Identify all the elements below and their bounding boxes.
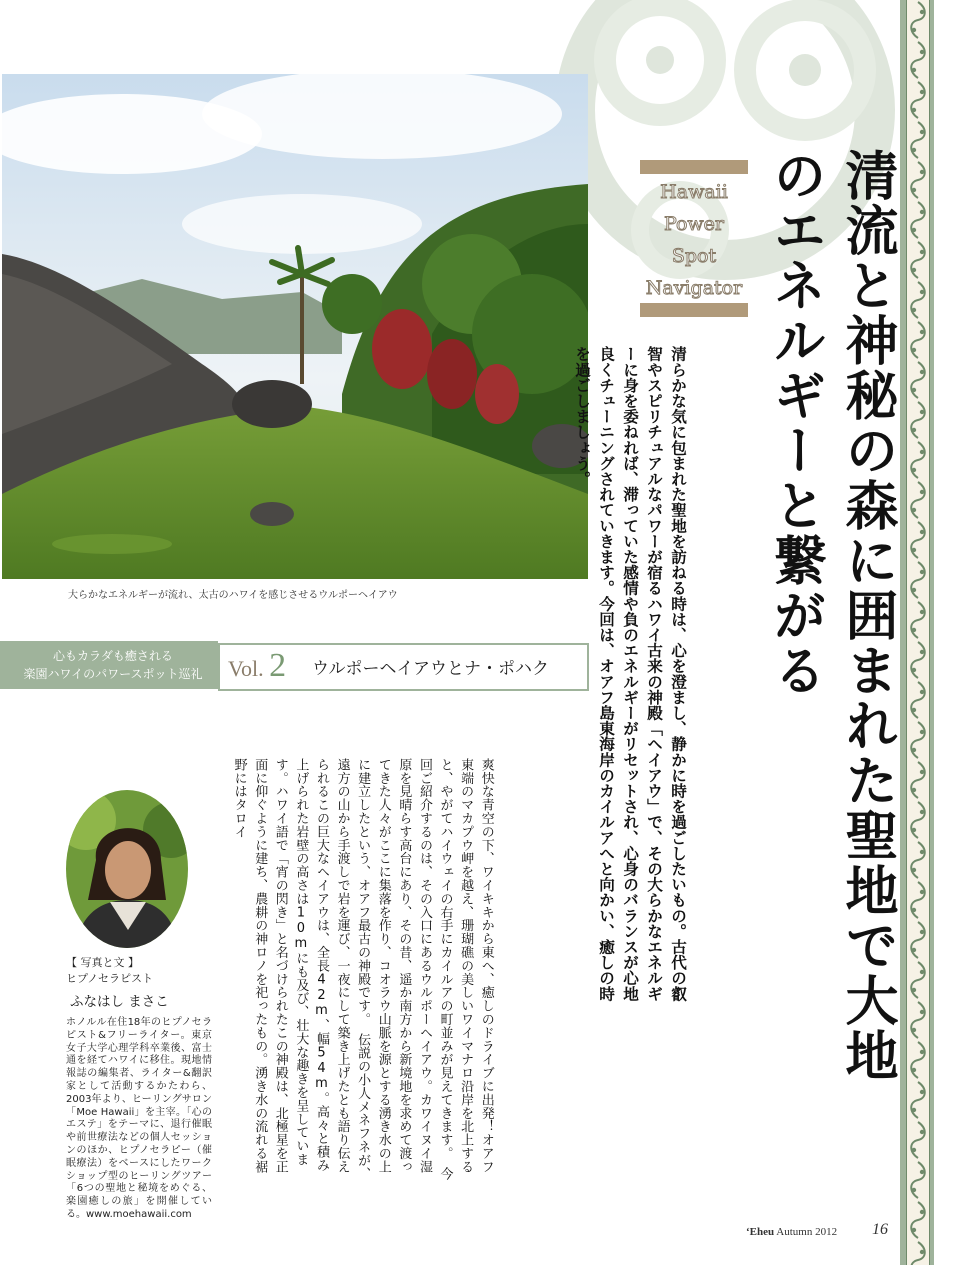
article-body: 爽快な青空の下、ワイキキから東へ、癒しのドライブに出発！オアフ東端のマカプウ岬を越え、珊瑚礁の美しいワイマナロ沿岸を北上すると、やがてハイウェイの右手にカイルアの町並みが見えてきます。 今回ご紹介するのは、その入口にあるウルポーヘイアウ。カワイヌイ湿原を見晴らす高台にあり、その昔、遥か南方から新境地を求めて渡ってきた人々がここに集落を作り、コオラウ山脈を源とする湧き水の上に建立したという、オアフ最古の神殿です。 伝説の小人メネフネが、遠方の山から手渡しで岩を運び、一夜にして築き上げたとも語り伝えられるこの巨大なヘイアウは、全長42m、幅54m。高々と積み上げられた岩壁の高さは10mにも及び、壮大な趣きを呈しています。ハワイ語で「宵の閃き」と名づけられたこの神殿は、北極星を正面に仰ぐように建ち、農耕の神ロノを祀ったもの。湧き水の流れる裾野にはタロイ: [231, 758, 494, 1181]
navigator-line: Spot: [671, 245, 717, 267]
author-name: ふなはし まさこ: [70, 994, 169, 1010]
volume-number: 2: [269, 647, 287, 684]
author-title: ヒプノセラピスト: [66, 972, 154, 985]
page-number: 16: [872, 1221, 888, 1238]
navigator-bar-bottom: [640, 303, 748, 317]
author-credit-label: 【 写真と文 】: [66, 956, 139, 969]
author-credit: [66, 955, 153, 987]
volume-label: [228, 647, 286, 685]
magazine-name: ʻEheu: [746, 1226, 775, 1238]
author-portrait: [66, 790, 188, 948]
border-pattern: [907, 0, 929, 1265]
magazine-footer: [746, 1226, 837, 1238]
magazine-issue: Autumn 2012: [776, 1226, 838, 1238]
author-bio: ホノルル在住18年のヒプノセラピスト&フリーライター。東京女子大学心理学科卒業後、富士通を経てハワイに移住。現地情報誌の編集者、ライター&翻訳家として活動するかたわら、2003年より、ヒーリングサロン「Moe Hawaii」を主宰。「心のエステ」をテーマに、退行催眠や前世療法などの個人セッションのほか、ヒプノセラピー（催眠療法）をベースにしたワークショップ型のヒーリングツアー「6つの聖地と秘境をめぐる、楽園癒しの旅」を開催している。www.moehawaii.com: [66, 1017, 212, 1220]
heiau-photo: [2, 74, 588, 579]
series-subtitle-line1: 心もカラダも癒される: [53, 649, 173, 663]
series-title: ウルポーヘイアウとナ・ポハク: [312, 659, 549, 679]
article-lead: 清らかな気に包まれた聖地を訪ねる時は、心を澄まし、静かに時を過ごしたいもの。古代の叡智やスピリチュアルなパワーが宿るハワイ古来の神殿「ヘイアウ」で、その大らかなエネルギーに身を委ねれば、滞っていた感情や負のエネルギーがリセットされ、心身のバランスが心地良くチューニングされていきます。今回は、オアフ島東海岸のカイルアへと向かい、癒しの時を過ごしましょう。: [573, 346, 687, 1002]
volume-prefix: Vol.: [228, 656, 264, 681]
navigator-line: Hawaii: [660, 181, 728, 203]
series-subtitle: [18, 647, 208, 683]
navigator-line: Power: [663, 213, 725, 235]
navigator-bar-top: [640, 160, 748, 174]
photo-caption: 大らかなエネルギーが流れ、太古のハワイを感じさせるウルポーヘイアウ: [68, 590, 398, 601]
article-headline: 清流と神秘の森に囲まれた聖地で大地のエネルギーと繋がる: [765, 148, 899, 1083]
navigator-line: Navigator: [645, 277, 743, 299]
navigator-logo: [640, 176, 748, 304]
series-subtitle-line2: 楽園ハワイのパワースポット巡礼: [23, 667, 203, 681]
